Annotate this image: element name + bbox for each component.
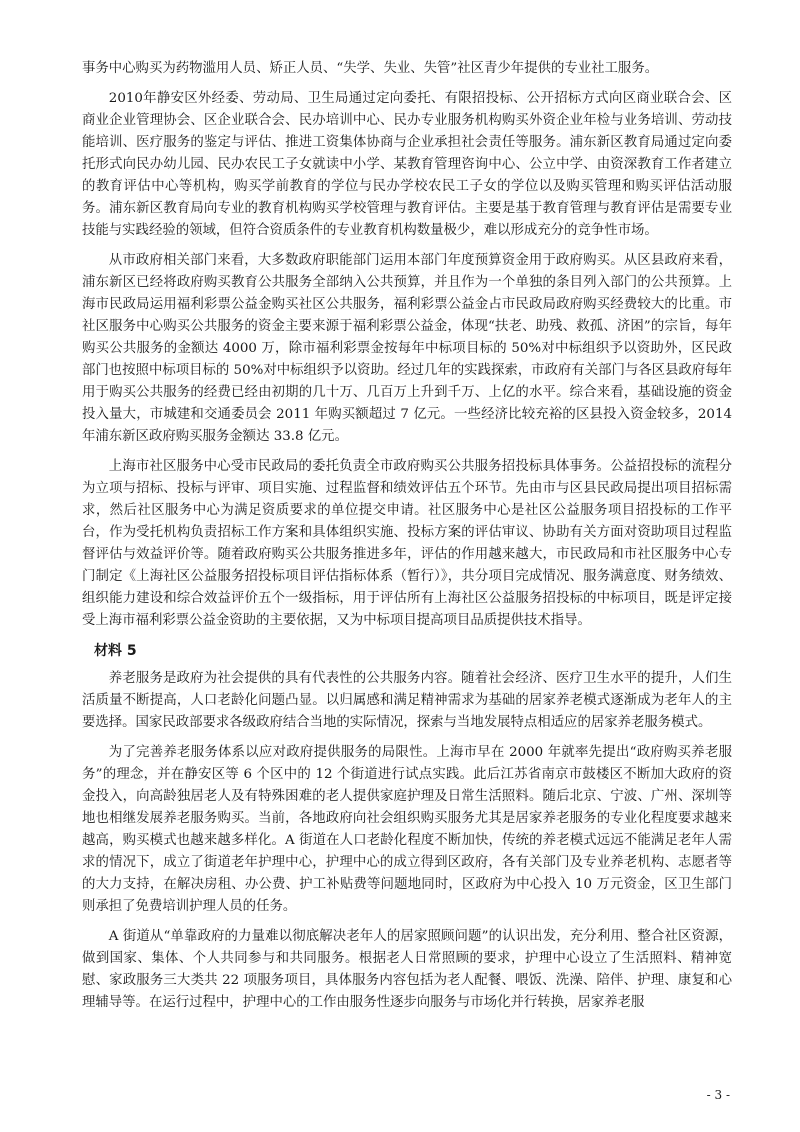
paragraph: 从市政府相关部门来看，大多数政府职能部门运用本部门年度预算资金用于政府购买。从区县政府来看，浦东新区已经将政府购买教育公共服务全部纳入公共预算，并且作为一个单独的条目列入部门的公共预算。上海市民政局运用福利彩票公益金购买社区公共服务，福利彩票公益金占市民政局政府购买经费较大的比重。市社区服务中心购买公共服务的资金主要来源于福利彩票公益金，体现“扶老、助残、救孤、济困”的宗旨，每年购买公共服务的金额达 4000 万，除市福利彩票金按每年中标项目标的 50%对中标组织予以资助外，区民政部门也按照中标项目标的 50%对中标组织予以资助。经过几年的实践探索，市政府有关部门与各区县政府每年用于购买公共服务的经费已经由初期的几十万、几百万上升到千万、上亿的水平。综合来看，基础设施的资金投入量大，市城建和交通委员会 2011 年购买额超过 7 亿元。一些经济比较充裕的区县投入资金较多，2014 年浦东新区政府购买服务金额达 33.8 亿元。 <box>82 253 732 444</box>
document-page <box>82 58 732 1022</box>
paragraph: 2010年静安区外经委、劳动局、卫生局通过定向委托、有限招投标、公开招标方式向区商业联合会、区商业企业管理协会、区企业联合会、民办培训中心、民办专业服务机构购买外资企业年检与业务培训、劳动技能培训、医疗服务的鉴定与评估、推进工资集体协商与企业承担社会责任等服务。浦东新区教育局通过定向委托形式向民办幼儿园、民办农民工子女就读中小学、某教育管理咨询中心、公立中学、由资深教育工作者建立的教育评估中心等机构，购买学前教育的学位与民办学校农民工子女的学位以及购买管理和购买评估活动服务。浦东新区教育局向专业的教育机构购买学校管理与教育评估。主要是基于教育管理与教育评估是需要专业技能与实践经验的领域，但符合资质条件的专业教育机构数量极少，难以形成充分的竞争性市场。 <box>82 91 732 238</box>
paragraph: 事务中心购买为药物滥用人员、矫正人员、“失学、失业、失管”社区青少年提供的专业社工服务。 <box>82 61 659 76</box>
paragraph: A 街道从“单靠政府的力量难以彻底解决老年人的居家照顾问题”的认识出发，充分利用、整合社区资源，做到国家、集体、个人共同参与和共同服务。根据老人日常照顾的要求，护理中心设立了生活照料、精神宽慰、家政服务三大类共 22 项服务项目，具体服务内容包括为老人配餐、喂饭、洗澡、陪伴、护理、康复和心理辅导等。在运行过程中，护理中心的工作由服务性逐步向服务与市场化并行转换，居家养老服 <box>82 929 732 1010</box>
page-number: - 3 - <box>706 1088 730 1102</box>
section-heading: 材料 5 <box>94 643 137 659</box>
paragraph: 为了完善养老服务体系以应对政府提供服务的局限性。上海市早在 2000 年就率先提出“政府购买养老服务”的理念，并在静安区等 6 个区中的 12 个街道进行试点实践。此后江苏省南京市鼓楼区不断加大政府的资金投入，向高龄独居老人及有特殊困难的老人提供家庭护理及日常生活照料。随后北京、宁波、广州、深圳等地也相继发展养老服务购买。当前，各地政府向社会组织购买服务尤其是居家养老服务的专业化程度要求越来越高，购买模式也越来越多样化。A 街道在人口老龄化程度不断加快，传统的养老模式远远不能满足老年人需求的情况下，成立了街道老年护理中心，护理中心的成立得到区政府，各有关部门及专业养老机构、志愿者等的大力支持，在解决房租、办公费、护工补贴费等问题地同时，区政府为中心投入 10 万元资金，区卫生部门则承担了免费培训护理人员的任务。 <box>82 745 732 914</box>
paragraph: 养老服务是政府为社会提供的具有代表性的公共服务内容。随着社会经济、医疗卫生水平的提升，人们生活质量不断提高，人口老龄化问题凸显。以归属感和满足精神需求为基础的居家养老模式逐渐成为老年人的主要选择。国家民政部要求各级政府结合当地的实际情况，探索与当地发展特点相适应的居家养老服务模式。 <box>82 671 732 730</box>
paragraph: 上海市社区服务中心受市民政局的委托负责全市政府购买公共服务招投标具体事务。公益招投标的流程分为立项与招标、投标与评审、项目实施、过程监督和绩效评估五个环节。先由市与区县民政局提出项目招标需求，然后社区服务中心为满足资质要求的单位提交申请。社区服务中心是社区公益服务项目招投标的工作平台，作为受托机构负责招标工作方案和具体组织实施、投标方案的评估审议、协助有关方面对资助项目过程监督评估与效益评价等。随着政府购买公共服务推进多年，评估的作用越来越大，市民政局和市社区服务中心专门制定《上海社区公益服务招投标项目评估指标体系（暂行）》，共分项目完成情况、服务满意度、财务绩效、组织能力建设和综合效益评价五个一级指标，用于评估所有上海社区公益服务招投标的中标项目，既是评定接受上海市福利彩票公益金资助的主要依据，又为中标项目提高项目品质提供技术指导。 <box>82 459 732 628</box>
